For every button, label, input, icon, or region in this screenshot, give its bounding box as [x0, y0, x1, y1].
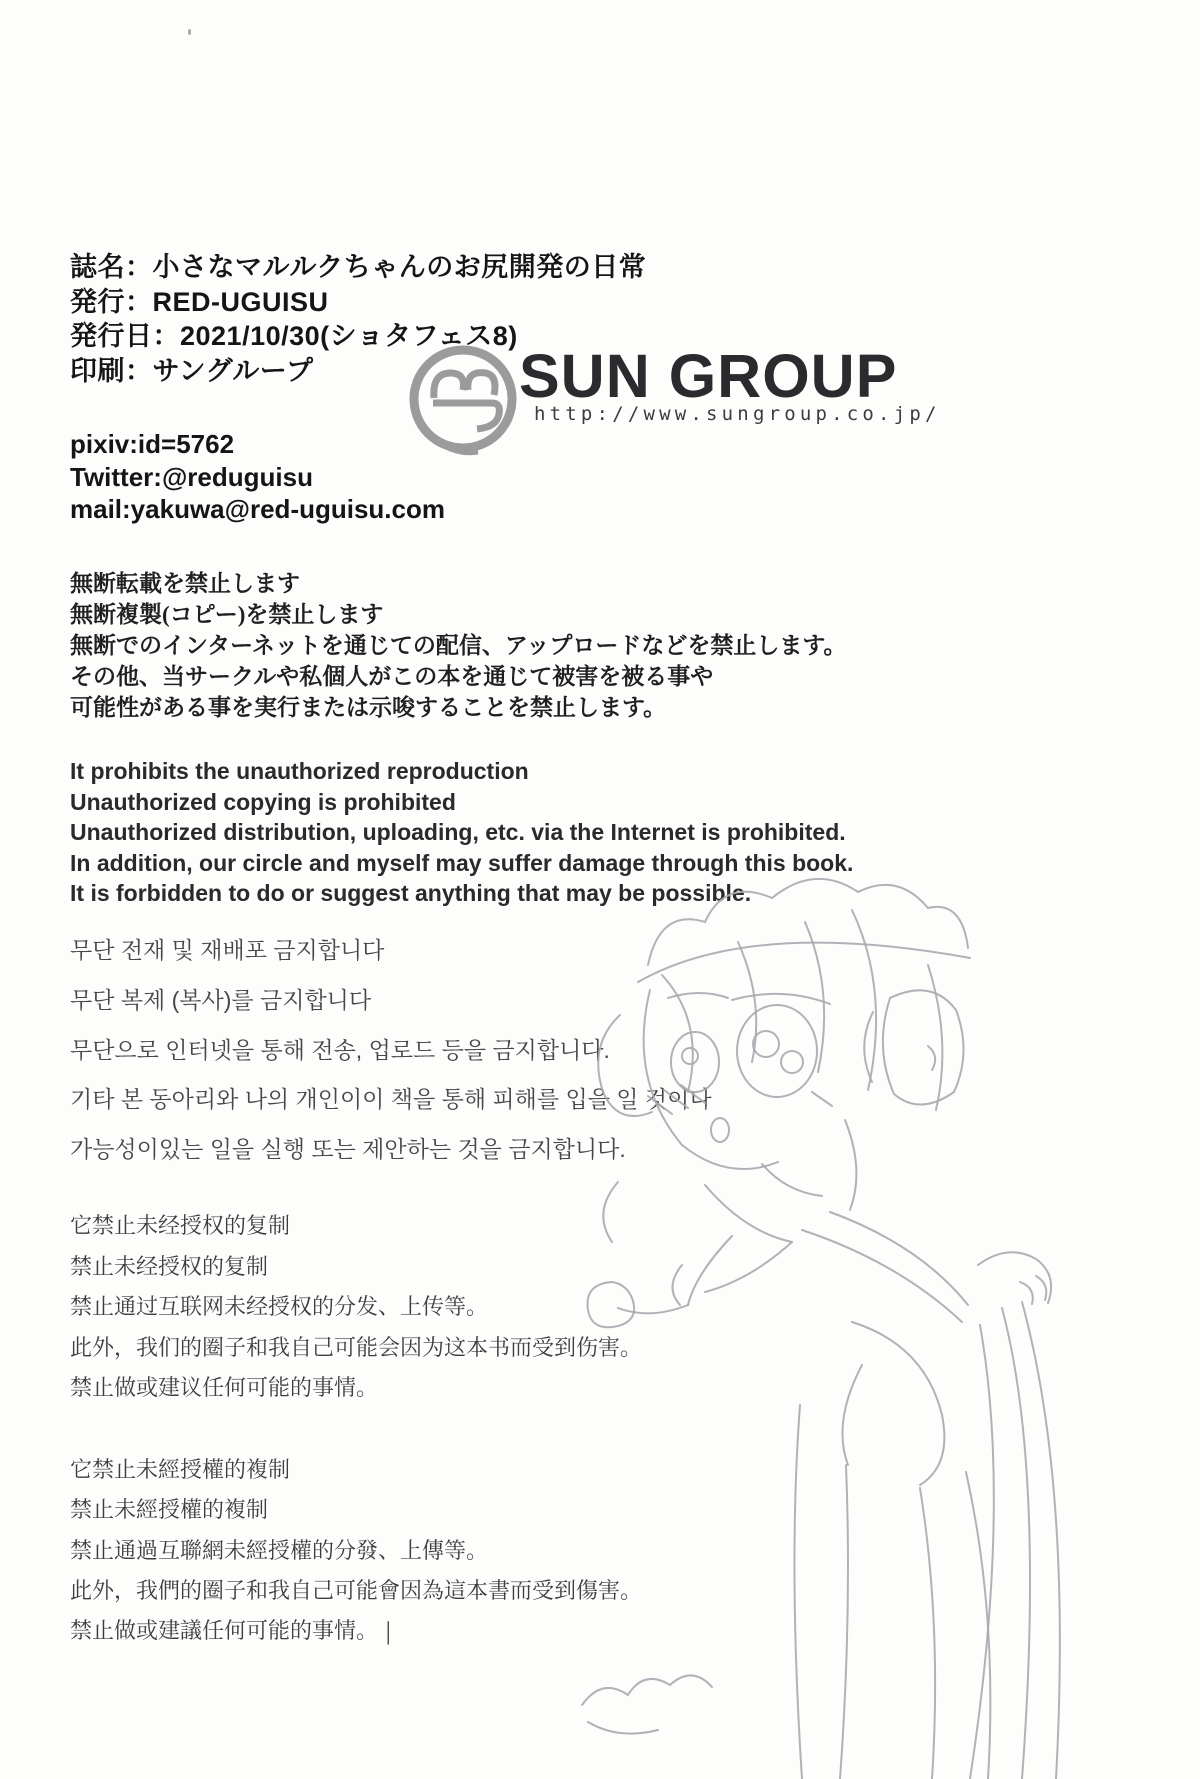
- notice-line: 無断転載を禁止します: [70, 571, 300, 596]
- pixiv-id: pixiv:id=5762: [70, 429, 235, 459]
- notice-line: It is forbidden to do or suggest anything that may be possible.: [70, 880, 752, 907]
- notice-line: 它禁止未經授權的複制: [70, 1457, 291, 1482]
- sun-group-logo-text: SUN GROUP: [519, 342, 898, 410]
- notice-chinese-traditional: [70, 1450, 642, 1651]
- notice-japanese: [70, 568, 846, 723]
- scan-speck: [188, 29, 191, 35]
- notice-chinese-simplified: [70, 1206, 642, 1409]
- notice-line: 可能性がある事を実行または示唆することを禁止します。: [70, 695, 667, 720]
- notice-line: 무단으로 인터넷을 통해 전송, 업로드 등을 금지합니다.: [70, 1036, 610, 1063]
- publisher-line: 発行：RED-UGUISU: [70, 286, 329, 317]
- notice-line: It prohibits the unauthorized reproduction: [70, 758, 529, 784]
- notice-line: 무단 전재 및 재배포 금지합니다: [70, 937, 385, 963]
- notice-line: Unauthorized copying is prohibited: [70, 788, 456, 815]
- notice-line-text: 禁止做或建議任何可能的事情。: [70, 1618, 379, 1644]
- notice-line: 它禁止未经授权的复制: [70, 1213, 291, 1238]
- sun-group-url: http://www.sungroup.co.jp/: [534, 403, 941, 425]
- notice-line: 禁止未经授权的复制: [70, 1253, 269, 1279]
- notice-line: 무단 복제 (복사)를 금지합니다: [70, 986, 372, 1013]
- notice-line: 無断複製(コピー)を禁止します: [70, 602, 384, 627]
- contact-info: [70, 428, 445, 526]
- notice-line: 기타 본 동아리와 나의 개인이이 책을 통해 피해를 입을 일 것이나: [70, 1086, 712, 1113]
- publish-date-line: 発行日：2021/10/30(ショタフェス8): [70, 321, 518, 351]
- notice-line: 此外，我們的圈子和我自己可能會因為這本書而受到傷害。: [70, 1577, 643, 1603]
- notice-line: In addition, our circle and myself may suffer damage through this book.: [70, 849, 854, 876]
- notice-english: [70, 756, 853, 909]
- sketch-body: [582, 1164, 1060, 1779]
- notice-line: 禁止通过互联网未经授权的分发、上传等。: [70, 1294, 489, 1319]
- twitter-handle: Twitter:@reduguisu: [70, 461, 313, 492]
- printer-line: 印刷：サングループ: [70, 355, 314, 386]
- notice-line: 此外，我们的圈子和我自己可能会因为这本书而受到伤害。: [70, 1334, 643, 1360]
- book-title-line: 誌名：小さなマルルクちゃんのお尻開発の日常: [70, 252, 647, 282]
- notice-line: 禁止未經授權的複制: [70, 1497, 269, 1523]
- notice-korean: [70, 926, 712, 1175]
- text-cursor: |: [386, 1616, 391, 1645]
- notice-line: [70, 1611, 642, 1651]
- notice-line: 無断でのインターネットを通じての配信、アップロードなどを禁止します。: [70, 633, 847, 658]
- notice-line: その他、当サークルや私個人がこの本を通じて被害を被る事や: [70, 664, 714, 689]
- mail-address: mail:yakuwa@red-uguisu.com: [70, 494, 445, 525]
- notice-line: 禁止通過互聯網未經授權的分發、上傳等。: [70, 1537, 489, 1563]
- notice-line: 禁止做或建议任何可能的事情。: [70, 1375, 379, 1400]
- notice-line: Unauthorized distribution, uploading, etc. via the Internet is prohibited.: [70, 819, 846, 846]
- notice-line: 가능성이있는 일을 실행 또는 제안하는 것을 금지합니다.: [70, 1136, 626, 1163]
